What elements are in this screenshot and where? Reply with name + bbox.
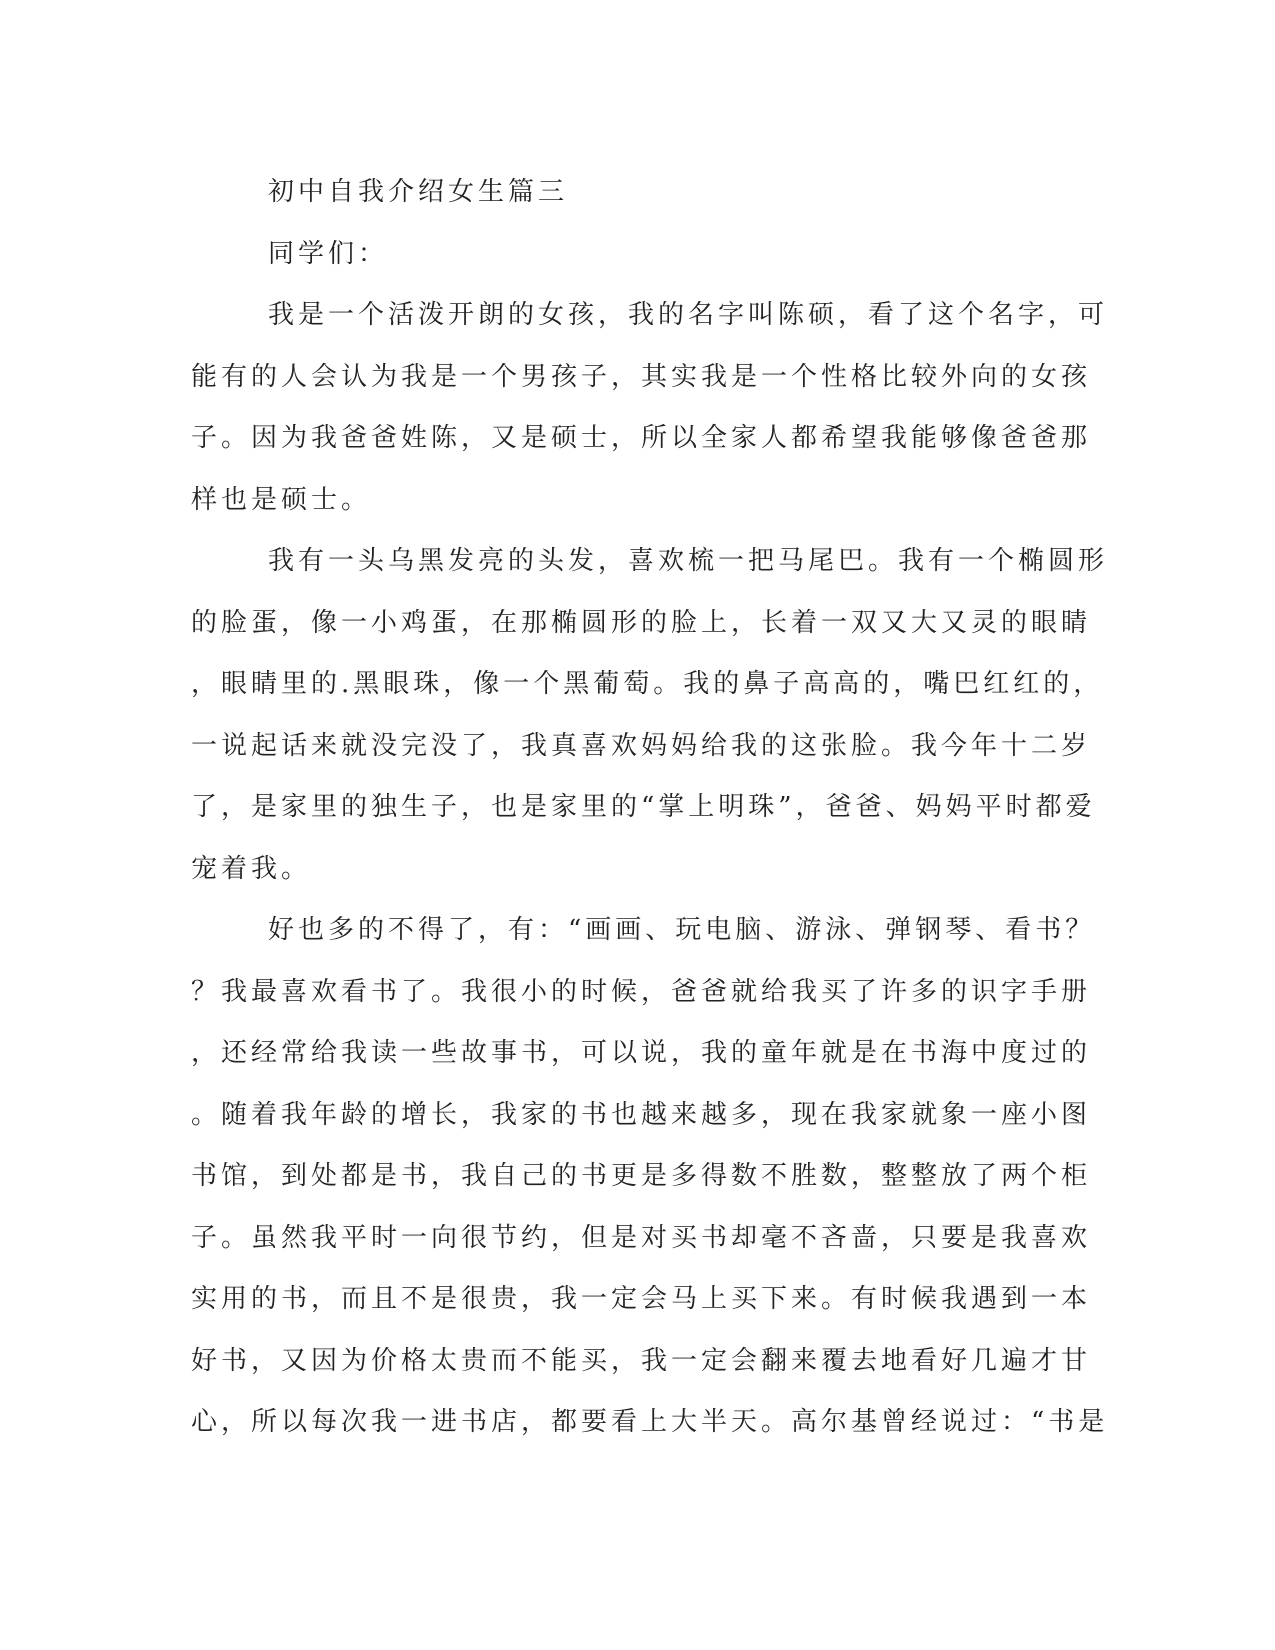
text-line: 好也多的不得了，有：“画画、玩电脑、游泳、弹钢琴、看书？ [268, 915, 1096, 945]
text-line: 我是一个活泼开朗的女孩，我的名字叫陈硕，看了这个名字，可 [268, 300, 1109, 330]
text-line: 实用的书，而且不是很贵，我一定会马上买下来。有时候我遇到一本 [191, 1284, 1092, 1314]
text-line: 子。虽然我平时一向很节约，但是对买书却毫不吝啬，只要是我喜欢 [191, 1222, 1092, 1253]
text-line: 好书，又因为价格太贵而不能买，我一定会翻来覆去地看好几遍才甘 [191, 1345, 1092, 1376]
text-line: ？我最喜欢看书了。我很小的时候，爸爸就给我买了许多的识字手册 [191, 976, 1092, 1007]
text-line: 书馆，到处都是书，我自己的书更是多得数不胜数，整整放了两个柜 [191, 1161, 1092, 1191]
text-line: 我有一头乌黑发亮的头发，喜欢梳一把马尾巴。我有一个椭圆形 [268, 546, 1109, 576]
document-title: 初中自我介绍女生篇三 [268, 177, 569, 207]
salutation: 同学们： [268, 238, 389, 269]
text-line: 的脸蛋，像一小鸡蛋，在那椭圆形的脸上，长着一双又大又灵的眼睛 [191, 607, 1092, 638]
text-line: 样也是硕士。 [191, 484, 372, 515]
text-line: 子。因为我爸爸姓陈，又是硕士，所以全家人都希望我能够像爸爸那 [191, 423, 1092, 453]
text-line: 一说起话来就没完没了，我真喜欢妈妈给我的这张脸。我今年十二岁 [191, 730, 1092, 761]
text-line: 宠着我。 [191, 853, 312, 884]
document-body [191, 162, 1109, 1454]
text-line: 心，所以每次我一进书店，都要看上大半天。高尔基曾经说过：“书是 [191, 1407, 1109, 1437]
text-line: 能有的人会认为我是一个男孩子，其实我是一个性格比较外向的女孩 [191, 361, 1092, 392]
text-line: 。随着我年龄的增长，我家的书也越来越多，现在我家就象一座小图 [191, 1099, 1092, 1130]
text-line: 了，是家里的独生子，也是家里的“掌上明珠”，爸爸、妈妈平时都爱 [191, 792, 1096, 822]
text-line: ，还经常给我读一些故事书，可以说，我的童年就是在书海中度过的 [191, 1038, 1092, 1068]
text-line: ，眼睛里的.黑眼珠，像一个黑葡萄。我的鼻子高高的，嘴巴红红的， [191, 669, 1104, 699]
